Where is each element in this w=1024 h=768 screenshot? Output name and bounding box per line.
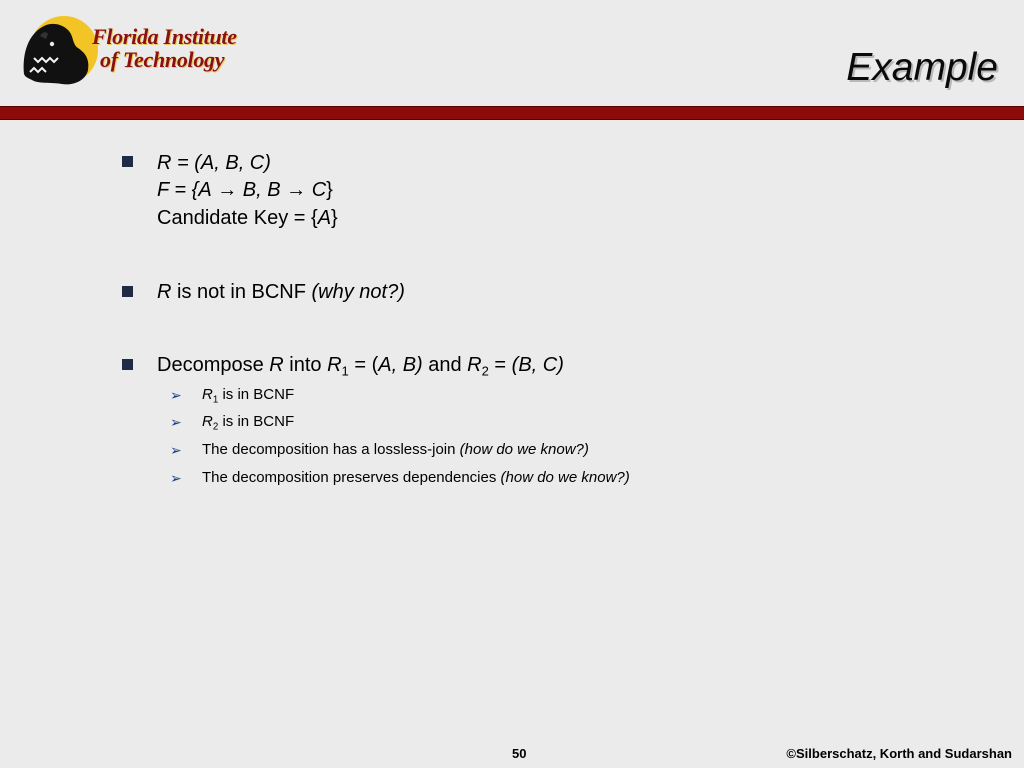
key-prefix: Candidate Key = { <box>157 207 318 229</box>
fd-close: } <box>326 179 333 201</box>
bcnf-statement <box>157 280 405 304</box>
panther-logo-icon <box>18 14 102 90</box>
copyright-notice: ©Silberschatz, Korth and Sudarshan <box>786 746 1012 761</box>
key-close: } <box>331 207 338 229</box>
arrow-icon: → <box>217 179 238 201</box>
r1-bcnf-text: is in BCNF <box>218 386 295 403</box>
functional-dependencies <box>157 178 333 202</box>
key-var: A <box>317 207 332 229</box>
and-text: and <box>422 354 468 376</box>
logo-text-line2: of Technology <box>100 47 225 72</box>
r1-var: R <box>327 354 342 376</box>
arrowhead-bullet-icon: ➢ <box>170 470 182 486</box>
fd-c: C <box>306 179 327 201</box>
arrowhead-bullet-icon: ➢ <box>170 414 182 430</box>
fd-prefix: F = { <box>157 179 199 201</box>
r1-var: R <box>202 386 213 403</box>
r2-var: R <box>467 354 482 376</box>
square-bullet-icon <box>122 359 133 370</box>
arrowhead-bullet-icon: ➢ <box>170 387 182 403</box>
slide-title: Example <box>846 46 998 89</box>
eq2-text: = <box>488 354 512 376</box>
relation-definition <box>157 151 271 175</box>
r2-var: R <box>202 413 213 430</box>
sub-item-preserves-dependencies <box>202 469 630 487</box>
sub-item-r1-bcnf <box>202 386 294 404</box>
square-bullet-icon <box>122 156 133 167</box>
r1-subscript: 1 <box>341 363 349 379</box>
preserves-dependencies-text: The decomposition preserves dependencies <box>202 469 501 486</box>
arrow-icon: → <box>286 179 307 201</box>
arrowhead-bullet-icon: ➢ <box>170 442 182 458</box>
decomposition-statement <box>157 353 564 377</box>
candidate-key <box>157 206 338 230</box>
r2-attrs: (B, C) <box>511 354 564 376</box>
bcnf-text: is not in BCNF <box>171 281 312 303</box>
title-divider-bar <box>0 106 1024 120</box>
sub-item-lossless-join <box>202 441 589 459</box>
r1-attrs: A, B) <box>378 354 423 376</box>
lossless-join-text: The decomposition has a lossless-join <box>202 441 460 458</box>
fd-a: A <box>198 179 212 201</box>
how-do-we-know-question: (how do we know?) <box>500 469 630 486</box>
r2-bcnf-text: is in BCNF <box>218 413 295 430</box>
why-not-question: (why not?) <box>311 281 405 303</box>
institution-logo <box>18 14 258 90</box>
r1-subscript: 1 <box>212 394 219 406</box>
page-number: 50 <box>512 746 527 761</box>
sub-item-r2-bcnf <box>202 413 294 431</box>
fd-b: B, B <box>237 179 287 201</box>
relation-text: R = (A, B, C) <box>157 152 271 174</box>
relation-var: R <box>269 354 284 376</box>
logo-text-line1: Florida Institute <box>92 24 237 49</box>
eq1-text: = ( <box>348 354 379 376</box>
into-text: into <box>283 354 328 376</box>
relation-var: R <box>157 281 172 303</box>
square-bullet-icon <box>122 286 133 297</box>
decompose-prefix: Decompose <box>157 354 270 376</box>
r2-subscript: 2 <box>481 363 489 379</box>
r2-subscript: 2 <box>212 421 219 433</box>
how-do-we-know-question: (how do we know?) <box>459 441 589 458</box>
